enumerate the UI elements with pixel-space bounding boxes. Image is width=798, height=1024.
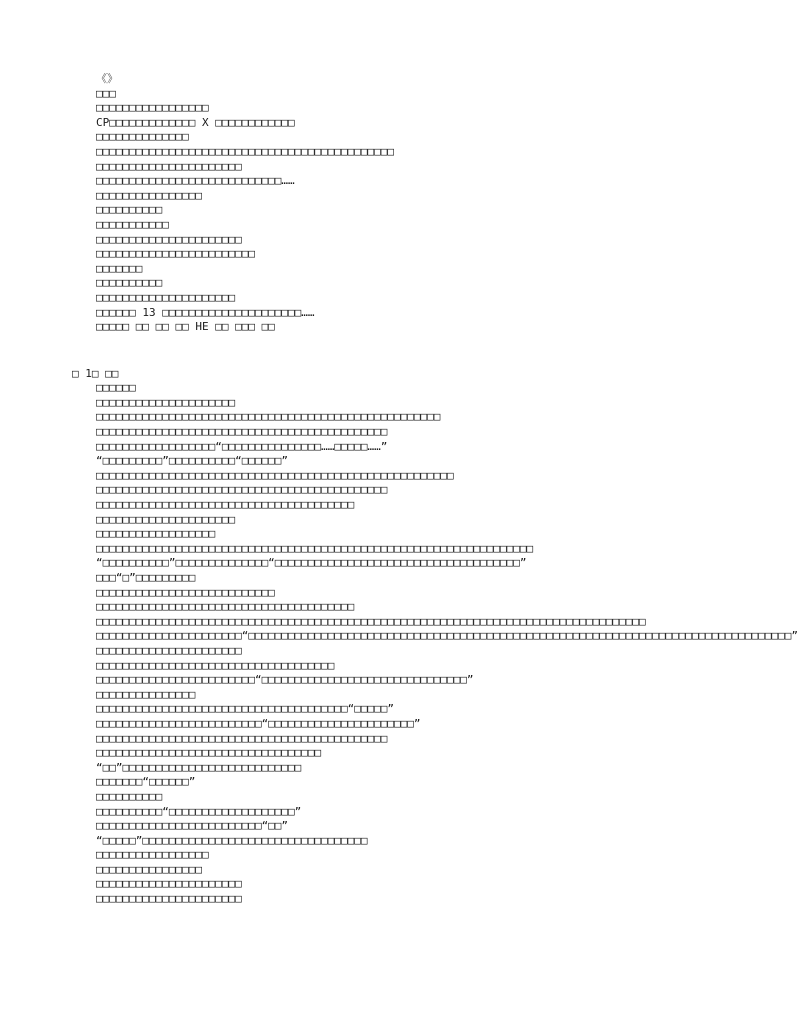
text-line: 《》 (96, 72, 118, 85)
text-line: □□□□□ □□ □□ □□ HE □□ □□□ □□ (96, 320, 275, 334)
text-line: □□□□□□□□□□□□□□□□□□□□□□□□□□□□…… (96, 174, 295, 188)
text-line: □□□□□□□□□□□□□□□□□□□□□□□□□□□□□□□□□□□□□□“□□□□□” (96, 702, 395, 716)
section-gap (0, 335, 768, 367)
text-line: □□□□□□□□□□□□□□□□□□□□□□□□ (96, 247, 255, 261)
text-line: □□□□□□□□□□□□□□□□□□□□□ (96, 512, 236, 526)
text-line: □□□□□□□□□□□□□□□□□□□□□□□□□□□□□□□□□□□□□□□ (96, 498, 355, 512)
text-line: □□□□□□□□□□□□□□□□□□□□□□ (96, 877, 242, 891)
text-line: “□□□□□□□□□”□□□□□□□□□□“□□□□□□” (96, 454, 289, 468)
text-line: □□□□□□□□□□□□□□□□□□□□□□□□□□□□□□□□□□□□ (96, 658, 335, 672)
chapter-heading: □ 1□ □□ (72, 366, 119, 380)
text-line: □□□“□”□□□□□□□□□ (96, 571, 196, 584)
text-line: □□□□□□□□□□□□□□□□□□□□□□□□□□□□□□□□□□□□□□□□□□□□ (96, 731, 388, 745)
text-line: □□□□□□□□□□□□□□□□□□□□□□□□□□□ (96, 585, 275, 599)
text-line: □□□□□□□□□□□□□□□□□□□□□□□□□“□□” (96, 819, 289, 833)
text-line: □□□□□□ 13 □□□□□□□□□□□□□□□□□□□□□…… (96, 305, 315, 319)
text-line: □□□□□□□□□□□□□□□□□□□□□□ (96, 232, 242, 246)
text-line: □□□□□□□□□□□□□□□□□ (96, 848, 209, 862)
text-line: □□□□□□□□□□□□□□□□□□□□□□□□□□□□□□□□□□□□□□□□□□□□□□□□□□□□ (96, 410, 441, 424)
chapter-body (0, 381, 798, 906)
text-line: □□□□□□□□□□□□□□□ (96, 687, 196, 701)
text-line: □□□□□□□“□□□□□□” (96, 775, 196, 789)
text-line: □□□□□□□□□□ (96, 203, 163, 217)
text-line: □□□□□□□□□□□□□□□□□□□□□□□□“□□□□□□□□□□□□□□□□□□□□□□□□□□□□□□□” (96, 673, 474, 687)
front-matter (0, 72, 768, 335)
text-line: □□□□□□□□□□□□□□ (96, 130, 189, 144)
text-line: □□□□□□□□□□“□□□□□□□□□□□□□□□□□□□” (96, 804, 302, 818)
text-line: □□□□□□□□□□□□□□□□□□ (96, 527, 216, 541)
text-line: □□□□□□□□□□□□□□□□□□“□□□□□□□□□□□□□□□……□□□□□……” (96, 439, 388, 453)
text-line: □□□□□□□□□□□□□□□□□□□□□□□□□□□□□□□□□□□□□□□□□□□□□ (96, 144, 395, 158)
document-page (0, 72, 798, 907)
text-line: □□□□□□□□□□□□□□□□□□□□□□□□□□□□□□□□□□ (96, 746, 322, 760)
text-line: □□□□□□□□□□□□□□□□□□□□□□ (96, 892, 242, 906)
text-line: □□□ (96, 86, 116, 100)
text-line: □□□□□□□□□□ (96, 789, 163, 803)
text-line: □□□□□□□□□□□□□□□□□□□□□□□□□□□□□□□□□□□□□□□□□□□□□□□□□□□□□□□□□□□□□□□□□□ (96, 541, 534, 555)
text-line: □□□□□□□ (96, 261, 143, 275)
text-line: □□□□□□□□□□□□□□□□ (96, 188, 202, 202)
text-line: “□□□□□”□□□□□□□□□□□□□□□□□□□□□□□□□□□□□□□□□□ (96, 833, 368, 847)
text-line: □□□□□□□□□□□□□□□□□□□□□□□□□□□□□□□□□□□□□□□□□□□□□□□□□□□□□□□□□□□□□□□□□□□□□□□□□□□□□□□□□□□ (96, 614, 646, 628)
text-line: □□□□□□□□□□□□□□□□□□□□□□□□□“□□□□□□□□□□□□□□□□□□□□□□” (96, 716, 421, 730)
text-line: □□□□□□□□□□□□□□□□□□□□□□ (96, 159, 242, 173)
text-line: □□□□□□□□□□□□□□□□□□□□□□□□□□□□□□□□□□□□□□□ (96, 600, 355, 614)
text-line: □□□□□□□□□□□□□□□□□□□□□□□□□□□□□□□□□□□□□□□□□□□□ (96, 425, 388, 439)
text-line: □□□□□□□□□□□□□□□□□□□□□□“□□□□□□□□□□□□□□□□□□□□□□□□□□□□□□□□□□□□□□□□□□□□□□□□□□□□□□□□□□□□□□□□□□□□□□□□□□□□□□□□□□” (96, 629, 798, 643)
text-line: □□□□□□□□□□□□□□□□□□□□□□ (96, 643, 242, 657)
text-line: □□□□□□□□□□□□□□□□□ (96, 101, 209, 115)
text-line: “□□□□□□□□□□”□□□□□□□□□□□□□□“□□□□□□□□□□□□□□□□□□□□□□□□□□□□□□□□□□□□□” (96, 556, 527, 570)
text-line: “□□”□□□□□□□□□□□□□□□□□□□□□□□□□□□ (96, 760, 302, 774)
text-line: □□□□□□□□□□ (96, 276, 163, 290)
text-line: □□□□□□□□□□□□□□□□□□□□□□□□□□□□□□□□□□□□□□□□□□□□ (96, 483, 388, 497)
text-line: CP□□□□□□□□□□□□□ X □□□□□□□□□□□□ (96, 115, 295, 129)
text-line: □□□□□□□□□□□ (96, 217, 169, 231)
text-line: □□□□□□□□□□□□□□□□ (96, 862, 202, 876)
text-line: □□□□□□□□□□□□□□□□□□□□□ (96, 395, 236, 409)
text-line: □□□□□□□□□□□□□□□□□□□□□ (96, 290, 236, 304)
text-line: □□□□□□□□□□□□□□□□□□□□□□□□□□□□□□□□□□□□□□□□□□□□□□□□□□□□□□ (96, 468, 454, 482)
text-line: □□□□□□ (96, 381, 136, 395)
